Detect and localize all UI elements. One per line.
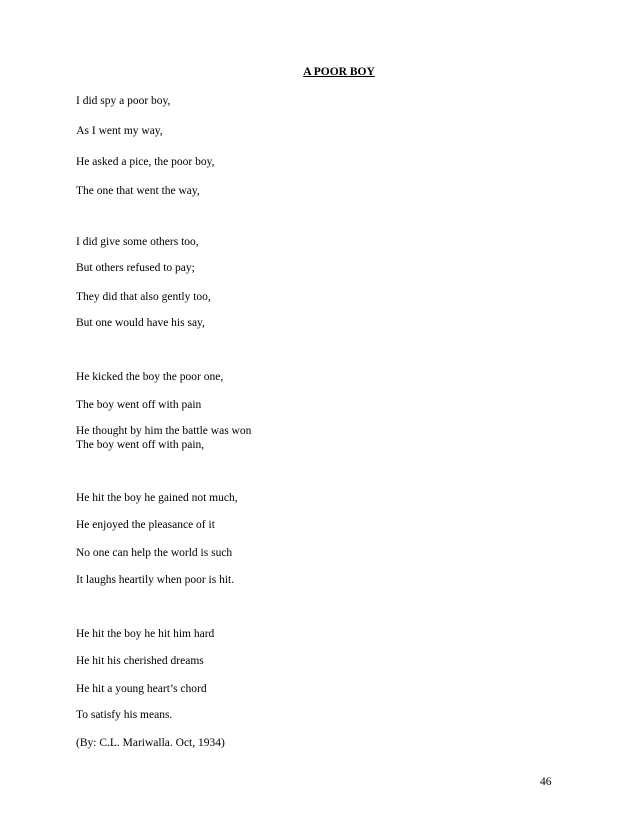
poem-line: He enjoyed the pleasance of it bbox=[76, 519, 215, 531]
poem-line: As I went my way, bbox=[74, 125, 163, 137]
poem-line: It laughs heartily when poor is hit. bbox=[76, 574, 235, 586]
poem-line: He thought by him the battle was won bbox=[76, 425, 252, 437]
poem-attribution: (By: C.L. Mariwalla. Oct, 1934) bbox=[76, 737, 225, 749]
poem-line: But others refused to pay; bbox=[76, 262, 195, 274]
poem-line: He hit his cherished dreams bbox=[76, 655, 204, 667]
poem-line: He hit the boy he hit him hard bbox=[76, 628, 215, 640]
poem-line: But one would have his say, bbox=[76, 317, 205, 329]
poem-line: He asked a pice, the poor boy, bbox=[76, 156, 215, 168]
page-number: 46 bbox=[540, 776, 552, 788]
poem-line: I did spy a poor boy, bbox=[76, 95, 171, 107]
poem-line: The boy went off with pain bbox=[76, 399, 202, 411]
poem-line: He kicked the boy the poor one, bbox=[76, 371, 224, 383]
poem-line: To satisfy his means. bbox=[76, 709, 173, 721]
poem-line: He hit the boy he gained not much, bbox=[76, 492, 238, 504]
poem-line: They did that also gently too, bbox=[76, 291, 211, 303]
poem-line: The boy went off with pain, bbox=[76, 439, 205, 451]
poem-title: A POOR BOY bbox=[303, 66, 375, 78]
poem-line: He hit a young heart’s chord bbox=[76, 683, 207, 695]
poem-line: I did give some others too, bbox=[76, 236, 199, 248]
poem-line: The one that went the way, bbox=[76, 185, 200, 197]
poem-line: No one can help the world is such bbox=[76, 547, 233, 559]
